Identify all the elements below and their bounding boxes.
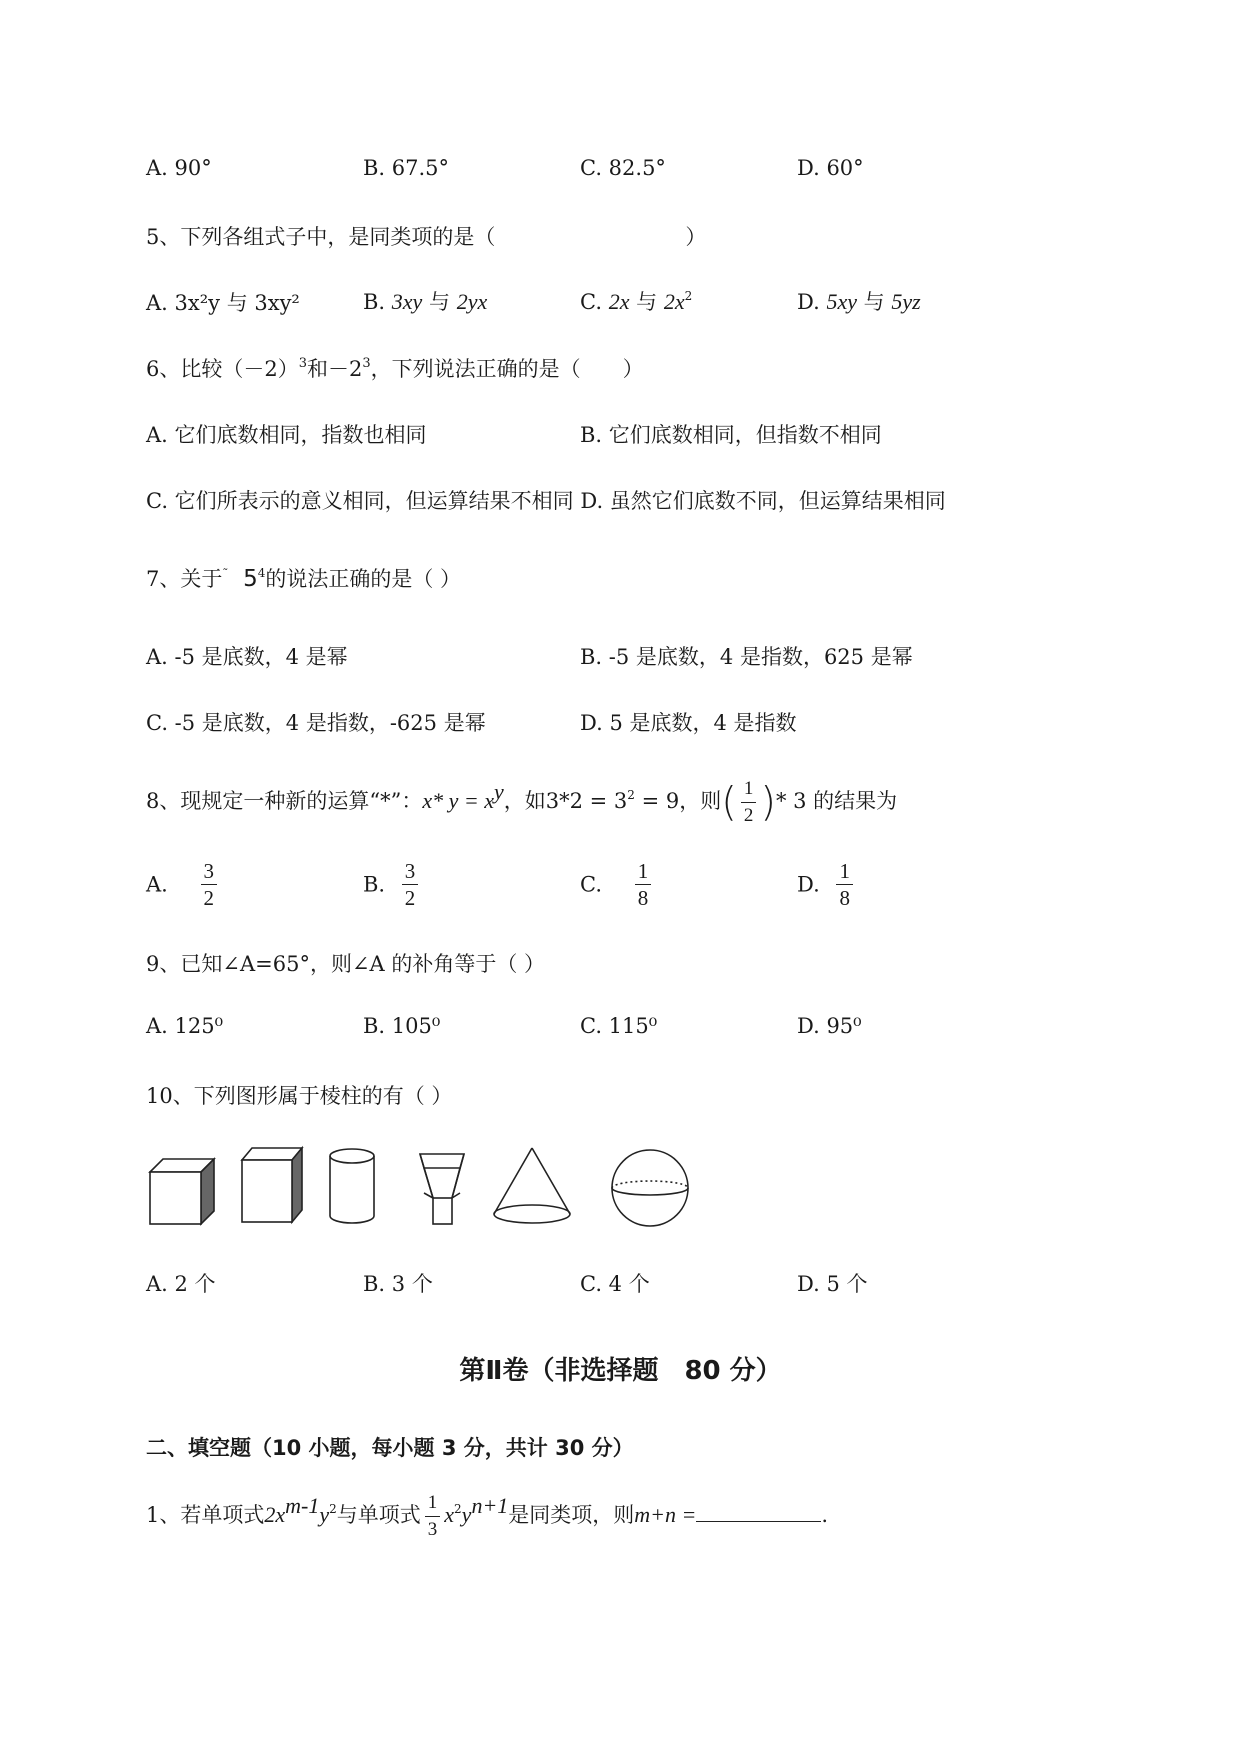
q9-stem: 9、已知∠A=65°，则∠A 的补角等于（ ）: [146, 952, 546, 976]
cone-shape: [494, 1148, 570, 1223]
q7-option-a: A. -5 是底数，4 是幂: [146, 645, 348, 669]
q8-option-a: A. $\frac{3}{2}$: [146, 858, 221, 911]
answer-blank[interactable]: [696, 1503, 821, 1522]
section-title: 第Ⅱ卷（非选择题 80 分）: [459, 1356, 782, 1386]
q10-option-c: C. 4 个: [580, 1272, 650, 1296]
q8-option-c: C. $\frac{1}{8}$: [580, 858, 655, 911]
q8-option-d: D. $\frac{1}{8}$: [797, 858, 857, 911]
q6-option-a: A. 它们底数相同，指数也相同: [146, 423, 427, 447]
fill-q1: 1、若单项式$2x^{m-1}y^2$与单项式 $\frac{1}{3}$ $x^2y^{n+1}$是同类项，则m+n = .: [146, 1492, 829, 1540]
q8-option-b: B. $\frac{3}{2}$: [363, 858, 422, 911]
cylinder-shape: [330, 1149, 374, 1223]
sphere-shape: [612, 1150, 688, 1226]
part-two-title: 二、填空题（10 小题，每小题 3 分，共计 30 分）: [146, 1436, 634, 1460]
q9-option-a: A. 125⁰: [146, 1014, 224, 1038]
q10-option-b: B. 3 个: [363, 1272, 433, 1296]
q4-option-d: D. 60°: [797, 156, 864, 180]
q9-option-d: D. 95⁰: [797, 1014, 862, 1038]
q10-option-a: A. 2 个: [146, 1272, 216, 1296]
cuboid-shape: [150, 1159, 214, 1224]
q7-option-b: B. -5 是底数，4 是指数，625 是幂: [580, 645, 913, 669]
q10-option-d: D. 5 个: [797, 1272, 868, 1296]
q9-option-c: C. 115⁰: [580, 1014, 658, 1038]
q10-shapes-figure: [140, 1148, 700, 1228]
q10-stem: 10、下列图形属于棱柱的有（ ）: [146, 1084, 453, 1108]
q6-option-c: C. 它们所表示的意义相同，但运算结果不相同 D. 虽然它们底数不同，但运算结果相同: [146, 489, 946, 513]
prism-frame-shape: [420, 1154, 464, 1224]
q4-option-c: C. 82.5°: [580, 156, 666, 180]
q7-option-c: C. -5 是底数，4 是指数，-625 是幂: [146, 711, 486, 735]
q4-option-b: B. 67.5°: [363, 156, 450, 180]
q5-option-a: A. 3x²y 与 3xy²: [146, 291, 300, 315]
q5-stem: 5、下列各组式子中，是同类项的是（ ）: [146, 225, 707, 249]
q7-option-d: D. 5 是底数，4 是指数: [580, 711, 797, 735]
q7-stem: 7、关于˜ $5^4$的说法正确的是（ ）: [146, 566, 462, 592]
q5-option-b: B. 3xy 与 2yx: [363, 289, 488, 314]
q9-option-b: B. 105⁰: [363, 1014, 441, 1038]
q4-option-a: A. 90°: [146, 156, 212, 180]
cube-shape: [242, 1148, 302, 1222]
q5-option-c: C. 2x 与 $2x^2$: [580, 289, 693, 314]
q6-option-b: B. 它们底数相同，但指数不相同: [580, 423, 882, 447]
q5-option-d: D. 5xy 与 5yz: [797, 289, 921, 314]
q6-stem: 6、比较$(-2)^3$和$-2^3$，下列说法正确的是（ ）: [146, 356, 644, 381]
q8-stem: 8、现规定一种新的运算“*”：x* $y = x^y$，如$3*2 = 3^2 = 9$，则( $\frac{1}{2}$ )* 3 的结果为: [146, 778, 898, 826]
